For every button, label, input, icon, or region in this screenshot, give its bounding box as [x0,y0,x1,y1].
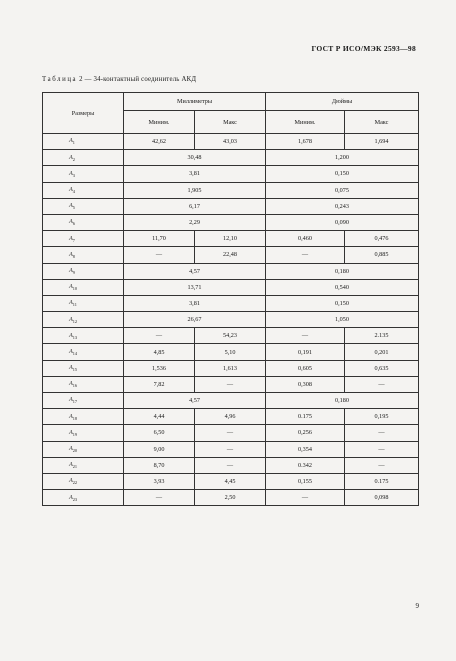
subheader-in-max: Макс [345,111,419,134]
table-cell: — [266,490,345,506]
row-label [43,198,124,214]
table-cell: 0,180 [266,393,419,409]
row-label-letter: A [69,153,73,161]
row-label-letter: A [69,445,73,453]
table-row [43,247,419,263]
table-cell: 1,678 [266,134,345,150]
table-cell: 7,82 [124,376,195,392]
table-cell: — [345,441,419,457]
table-cell: — [124,490,195,506]
row-label [43,231,124,247]
table-row [43,134,419,150]
table-cell: 3,81 [124,295,266,311]
row-label-index: 6 [72,221,75,227]
row-label-letter: A [69,283,73,291]
table-cell: 43,03 [195,134,266,150]
table-cell: 2,50 [195,490,266,506]
row-label [43,295,124,311]
row-label [43,490,124,506]
table-cell: 0,256 [266,425,345,441]
row-label-index: 11 [72,302,77,308]
row-label [43,182,124,198]
table-cell: — [266,328,345,344]
row-label-letter: A [69,137,73,145]
row-label-letter: A [69,234,73,242]
table-cell: 0,191 [266,344,345,360]
table-row [43,490,419,506]
row-label-index: 19 [72,432,78,438]
table-cell: 0,098 [345,490,419,506]
table-row [43,198,419,214]
row-label [43,247,124,263]
row-label-index: 22 [72,480,78,486]
table-cell: 5,10 [195,344,266,360]
row-label [43,279,124,295]
table-cell: — [195,457,266,473]
row-label-index: 13 [72,334,78,340]
row-label-letter: A [69,218,73,226]
table-row [43,231,419,247]
table-cell: 2.135 [345,328,419,344]
table-row [43,295,419,311]
table-cell: 26,67 [124,312,266,328]
table-cell: — [195,376,266,392]
row-label [43,376,124,392]
table-row [43,279,419,295]
row-label-letter: A [69,331,73,339]
table-cell: — [195,441,266,457]
table-cell: 1,050 [266,312,419,328]
table-row [43,360,419,376]
table-cell: — [124,247,195,263]
row-label-letter: A [69,186,73,194]
row-label-letter: A [69,266,73,274]
row-label-index: 23 [72,496,78,502]
subheader-mm-max: Макс [195,111,266,134]
table-cell: 30,48 [124,150,266,166]
table-cell: 0,195 [345,409,419,425]
table-cell: 4,44 [124,409,195,425]
row-label [43,214,124,230]
table-cell: 0,180 [266,263,419,279]
table-cell: 42,62 [124,134,195,150]
table-cell: 8,70 [124,457,195,473]
table-cell: 0,540 [266,279,419,295]
col-header-inches: Дюймы [266,93,419,111]
table-cell: 12,10 [195,231,266,247]
table-cell: 4,45 [195,473,266,489]
table-row [43,376,419,392]
table-cell: 0,155 [266,473,345,489]
row-label-index: 16 [72,383,78,389]
table-row [43,182,419,198]
table-row [43,166,419,182]
row-label-index: 21 [72,464,78,470]
table-cell: — [195,425,266,441]
row-label [43,134,124,150]
table-row [43,328,419,344]
table-cell: 1,536 [124,360,195,376]
row-label-letter: A [69,461,73,469]
table-cell: 0,460 [266,231,345,247]
row-label-index: 10 [72,286,78,292]
table-cell: 2,29 [124,214,266,230]
row-label-index: 2 [72,156,75,162]
table-row [43,409,419,425]
table-row [43,150,419,166]
table-cell: 0,150 [266,166,419,182]
row-label-index: 20 [72,448,78,454]
table-cell: 13,71 [124,279,266,295]
table-cell: 1,694 [345,134,419,150]
dimensions-table [42,92,419,506]
table-row [43,312,419,328]
table-cell: 4,57 [124,263,266,279]
table-cell: 0.342 [266,457,345,473]
caption-text: 2 — 34-контактный соединитель АКД [77,76,197,83]
table-row [43,214,419,230]
row-label-letter: A [69,477,73,485]
table-row [43,425,419,441]
table-cell: 54,23 [195,328,266,344]
table-cell: — [266,247,345,263]
table-cell: 0,075 [266,182,419,198]
table-cell: 11,70 [124,231,195,247]
row-label [43,150,124,166]
row-label [43,312,124,328]
row-label [43,409,124,425]
table-row [43,473,419,489]
col-header-sizes: Размеры [43,93,124,134]
row-label-index: 7 [72,237,75,243]
row-label-letter: A [69,202,73,210]
row-label [43,393,124,409]
table-cell: 0,201 [345,344,419,360]
row-label-letter: A [69,396,73,404]
row-label-index: 8 [72,254,75,260]
row-label-index: 3 [72,173,75,179]
table-row [43,393,419,409]
table-body [43,134,419,506]
document-header: ГОСТ Р ИСО/МЭК 2593—98 [311,44,416,53]
row-label-letter: A [69,347,73,355]
row-label-letter: A [69,493,73,501]
row-label-index: 5 [72,205,75,211]
table-cell: 3,81 [124,166,266,182]
table-cell: 0.175 [266,409,345,425]
table-cell: 0,635 [345,360,419,376]
row-label [43,263,124,279]
table-cell: 4,96 [195,409,266,425]
table-cell: 0,090 [266,214,419,230]
table-cell: 22,48 [195,247,266,263]
table-cell: 0,476 [345,231,419,247]
table-cell: 1,200 [266,150,419,166]
row-label-index: 4 [72,189,75,195]
row-label-index: 17 [72,399,78,405]
row-label-index: 12 [72,318,78,324]
table-cell: 1,613 [195,360,266,376]
row-label [43,328,124,344]
table-cell: 6,17 [124,198,266,214]
table-row [43,441,419,457]
table-cell: 0,243 [266,198,419,214]
subheader-mm-min: Миним. [124,111,195,134]
caption-prefix: Таблица [42,76,78,83]
row-label [43,441,124,457]
row-label-letter: A [69,412,73,420]
table-row [43,457,419,473]
table-cell: — [345,425,419,441]
table-row [43,263,419,279]
col-header-millimeters: Миллиметры [124,93,266,111]
table-cell: 0,150 [266,295,419,311]
table-cell: — [345,376,419,392]
table-cell: 0,885 [345,247,419,263]
table-cell: — [345,457,419,473]
row-label [43,473,124,489]
table-cell: 0,308 [266,376,345,392]
row-label [43,166,124,182]
table-cell: 3,93 [124,473,195,489]
table-cell: 6,50 [124,425,195,441]
row-label-letter: A [69,428,73,436]
row-label [43,457,124,473]
table-cell: 4,57 [124,393,266,409]
row-label-index: 9 [72,270,75,276]
table-cell: 4,85 [124,344,195,360]
row-label-index: 14 [72,351,78,357]
row-label [43,360,124,376]
row-label [43,344,124,360]
table-caption [42,76,196,83]
table-cell: 0,354 [266,441,345,457]
row-label-index: 18 [72,415,78,421]
table-cell: 0,605 [266,360,345,376]
table-cell: 0.175 [345,473,419,489]
table-cell: 9,00 [124,441,195,457]
page-number: 9 [415,602,419,610]
table-row [43,344,419,360]
table-cell: — [124,328,195,344]
row-label-index: 15 [72,367,78,373]
row-label-letter: A [69,250,73,258]
row-label [43,425,124,441]
row-label-letter: A [69,380,73,388]
row-label-letter: A [69,315,73,323]
row-label-letter: A [69,169,73,177]
row-label-letter: A [69,364,73,372]
subheader-in-min: Миним. [266,111,345,134]
row-label-index: 1 [72,140,75,146]
table-cell: 1,905 [124,182,266,198]
row-label-letter: A [69,299,73,307]
